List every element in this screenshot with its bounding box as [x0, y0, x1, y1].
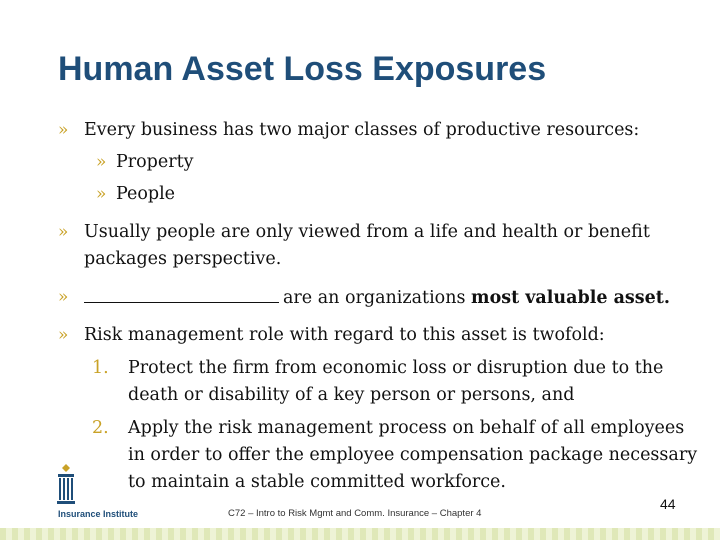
bullet-3-emphasis: most valuable asset. [471, 288, 670, 308]
bullet-4-text: Risk management role with regard to this asset is twofold: [84, 325, 605, 345]
sub-bullet-text: People [116, 184, 176, 204]
bottom-decor-bar [0, 528, 720, 540]
numbered-item-1-line-1: Protect the firm from economic loss or disruption due to the [128, 358, 664, 378]
footer-text: C72 – Intro to Risk Mgmt and Comm. Insurance – Chapter 4 [228, 508, 482, 519]
fill-in-blank [84, 284, 279, 303]
sub-bullet-text: Property [116, 152, 194, 172]
item-number: 2. [92, 418, 109, 438]
numbered-item-2-line-2: in order to offer the employee compensation package necessary [128, 445, 698, 465]
bullet-marker: » [58, 120, 69, 140]
numbered-item-2-line-3: to maintain a stable committed workforce. [128, 472, 506, 492]
item-number: 1. [92, 358, 109, 378]
bullet-3-text [84, 284, 670, 311]
bullet-marker: » [58, 222, 69, 242]
bullet-3-rest: are an organizations [283, 288, 466, 308]
bullet-2-line-1: Usually people are only viewed from a life and health or benefit [84, 222, 650, 242]
logo-text: Insurance Institute [58, 509, 139, 519]
bullet-marker: » [96, 152, 107, 172]
bullet-marker: » [58, 287, 69, 307]
bullet-marker: » [58, 325, 69, 345]
numbered-item-1-line-2: death or disability of a key person or persons, and [128, 385, 575, 405]
slide-title: Human Asset Loss Exposures [58, 50, 547, 88]
bullet-marker: » [96, 184, 107, 204]
numbered-item-2-line-1: Apply the risk management process on behalf of all employees [128, 418, 685, 438]
page-number: 44 [660, 496, 676, 512]
bullet-2-line-2: packages perspective. [84, 249, 282, 269]
bullet-1-text: Every business has two major classes of productive resources: [84, 120, 640, 140]
